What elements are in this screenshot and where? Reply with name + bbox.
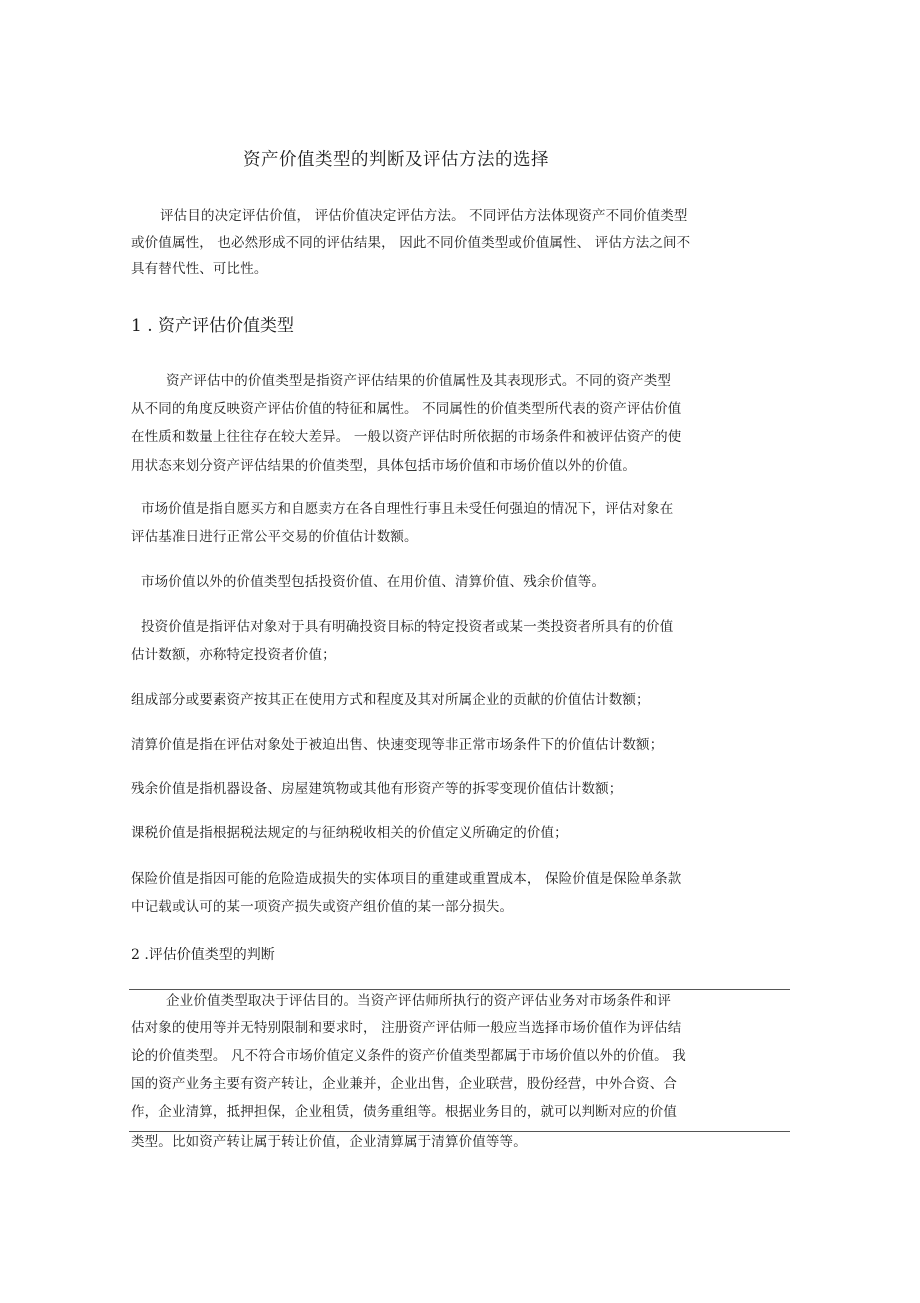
s1-para1-line-4: 用状态来划分资产评估结果的价值类型，具体包括市场价值和市场价值以外的价值。 (131, 458, 637, 474)
s1-para1-line-3: 在性质和数量上往往存在较大差异。 一般以资产评估时所依据的市场条件和被评估资产的使 (131, 429, 682, 445)
s2-para1-line-6: 类型。比如资产转让属于转让价值，企业清算属于清算价值等等。 (131, 1134, 527, 1150)
s1-para9-line-1: 保险价值是指因可能的危险造成损失的实体项目的重建或重置成本， 保险价值是保险单条款 (131, 871, 682, 887)
intro-line-1: 评估目的决定评估价值， 评估价值决定评估方法。 不同评估方法体现资产不同价值类型 (160, 208, 688, 224)
intro-line-3: 具有替代性、可比性。 (131, 261, 268, 277)
s1-para5: 组成部分或要素资产按其正在使用方式和程度及其对所属企业的贡献的价值估计数额； (131, 692, 650, 708)
s1-para6: 清算价值是指在评估对象处于被迫出售、快速变现等非正常市场条件下的价值估计数额； (131, 737, 664, 753)
s2-para1-line-1: 企业价值类型取决于评估目的。当资产评估师所执行的资产评估业务对市场条件和评 (166, 993, 672, 1009)
document-title: 资产价值类型的判断及评估方法的选择 (243, 150, 549, 170)
s1-para4-line-2: 估计数额，亦称特定投资者价值； (131, 647, 336, 663)
s2-para1-line-2: 估对象的使用等并无特别限制和要求时， 注册资产评估师一般应当选择市场价值作为评估结 (131, 1020, 682, 1036)
s1-para1-line-2: 从不同的角度反映资产评估价值的特征和属性。 不同属性的价值类型所代表的资产评估价值 (131, 401, 682, 417)
s1-para2-line-1: 市场价值是指自愿买方和自愿卖方在各自理性行事且未受任何强迫的情况下，评估对象在 (141, 501, 674, 517)
intro-line-2: 或价值属性， 也必然形成不同的评估结果， 因此不同价值类型或价值属性、 评估方法之间不 (131, 235, 691, 251)
s1-para4-line-1: 投资价值是指评估对象对于具有明确投资目标的特定投资者或某一类投资者所具有的价值 (141, 619, 674, 635)
top-rule (129, 989, 790, 990)
s1-para3: 市场价值以外的价值类型包括投资价值、在用价值、清算价值、残余价值等。 (141, 574, 606, 590)
s1-para1-line-1: 资产评估中的价值类型是指资产评估结果的价值属性及其表现形式。不同的资产类型 (166, 373, 672, 389)
section-1-heading: 1 . 资产评估价值类型 (131, 316, 295, 336)
section-2-heading: 2 .评估价值类型的判断 (131, 947, 275, 963)
s2-para1-line-4: 国的资产业务主要有资产转让，企业兼并，企业出售，企业联营，股份经营，中外合资、合 (131, 1076, 677, 1092)
s2-para1-line-3: 论的价值类型。 凡不符合市场价值定义条件的资产价值类型都属于市场价值以外的价值。 我 (131, 1048, 686, 1064)
s2-para1-line-5: 作，企业清算，抵押担保，企业租赁，债务重组等。根据业务目的，就可以判断对应的价值 (131, 1104, 677, 1120)
s1-para8: 课税价值是指根据税法规定的与征纳税收相关的价值定义所确定的价值； (131, 825, 568, 841)
s1-para2-line-2: 评估基准日进行正常公平交易的价值估计数额。 (131, 529, 418, 545)
s1-para7: 残余价值是指机器设备、房屋建筑物或其他有形资产等的拆零变现价值估计数额； (131, 781, 623, 797)
s1-para9-line-2: 中记载或认可的某一项资产损失或资产组价值的某一部分损失。 (131, 899, 514, 915)
